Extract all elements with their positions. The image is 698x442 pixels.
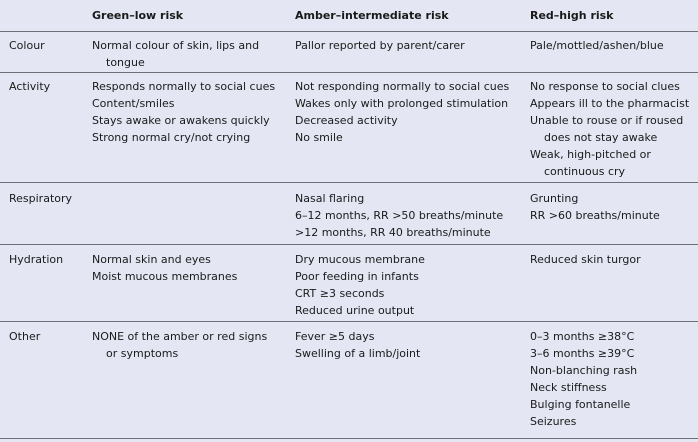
table-cell: Pallor reported by parent/carer (295, 39, 465, 52)
table-cell: Normal skin and eyes (92, 253, 211, 266)
table-cell: Bulging fontanelle (530, 398, 631, 411)
table-cell: No smile (295, 131, 343, 144)
table-cell: does not stay awake (544, 131, 658, 144)
table-cell: Decreased activity (295, 114, 398, 127)
table-header (0, 0, 698, 32)
header-amber-intermediate-risk: Amber–intermediate risk (295, 9, 449, 22)
header-green-low-risk: Green–low risk (92, 9, 184, 22)
table-cell: Neck stiffness (530, 381, 607, 394)
table-cell: Not responding normally to social cues (295, 80, 510, 93)
table-cell: Pale/mottled/ashen/blue (530, 39, 664, 52)
table-cell: Nasal flaring (295, 192, 365, 205)
table-cell: Poor feeding in infants (295, 270, 419, 283)
table-row-colour (0, 32, 698, 73)
table-cell: Strong normal cry/not crying (92, 131, 251, 144)
table-cell: NONE of the amber or red signs (92, 330, 268, 343)
table-cell: 3–6 months ≥39°C (530, 347, 635, 360)
table-cell: >12 months, RR 40 breaths/minute (295, 226, 491, 239)
row-category-label: Other (9, 330, 41, 343)
table-cell: Reduced skin turgor (530, 253, 641, 266)
row-category-label: Colour (9, 39, 45, 52)
table-row-hydration (0, 245, 698, 322)
table-cell: Grunting (530, 192, 579, 205)
table-row-respiratory (0, 183, 698, 245)
table-cell: Weak, high-pitched or (530, 148, 651, 161)
table-cell: Wakes only with prolonged stimulation (295, 97, 509, 110)
table-row-activity (0, 73, 698, 183)
row-category-label: Respiratory (9, 192, 73, 205)
table-cell: Unable to rouse or if roused (530, 114, 684, 127)
table-cell: Moist mucous membranes (92, 270, 238, 283)
table-cell: 6–12 months, RR >50 breaths/minute (295, 209, 504, 222)
table-cell: Seizures (530, 415, 577, 428)
table-cell: Appears ill to the pharmacist (530, 97, 690, 110)
table-cell: Normal colour of skin, lips and (92, 39, 260, 52)
row-category-label: Hydration (9, 253, 64, 266)
table-cell: Non-blanching rash (530, 364, 638, 377)
table-cell: Responds normally to social cues (92, 80, 276, 93)
table-cell: RR >60 breaths/minute (530, 209, 660, 222)
table-cell: Content/smiles (92, 97, 175, 110)
table-cell: Fever ≥5 days (295, 330, 375, 343)
table-row-other (0, 322, 698, 439)
table-cell: continuous cry (544, 165, 626, 178)
table-cell: No response to social clues (530, 80, 680, 93)
table-cell: Dry mucous membrane (295, 253, 425, 266)
header-red-high-risk: Red–high risk (530, 9, 614, 22)
table-cell: Reduced urine output (295, 304, 415, 317)
row-category-label: Activity (9, 80, 51, 93)
table-cell: Swelling of a limb/joint (295, 347, 421, 360)
table-cell: 0–3 months ≥38°C (530, 330, 635, 343)
table-cell: or symptoms (106, 347, 179, 360)
table-cell: Stays awake or awakens quickly (92, 114, 270, 127)
table-cell: CRT ≥3 seconds (295, 287, 385, 300)
table-cell: tongue (106, 56, 145, 69)
